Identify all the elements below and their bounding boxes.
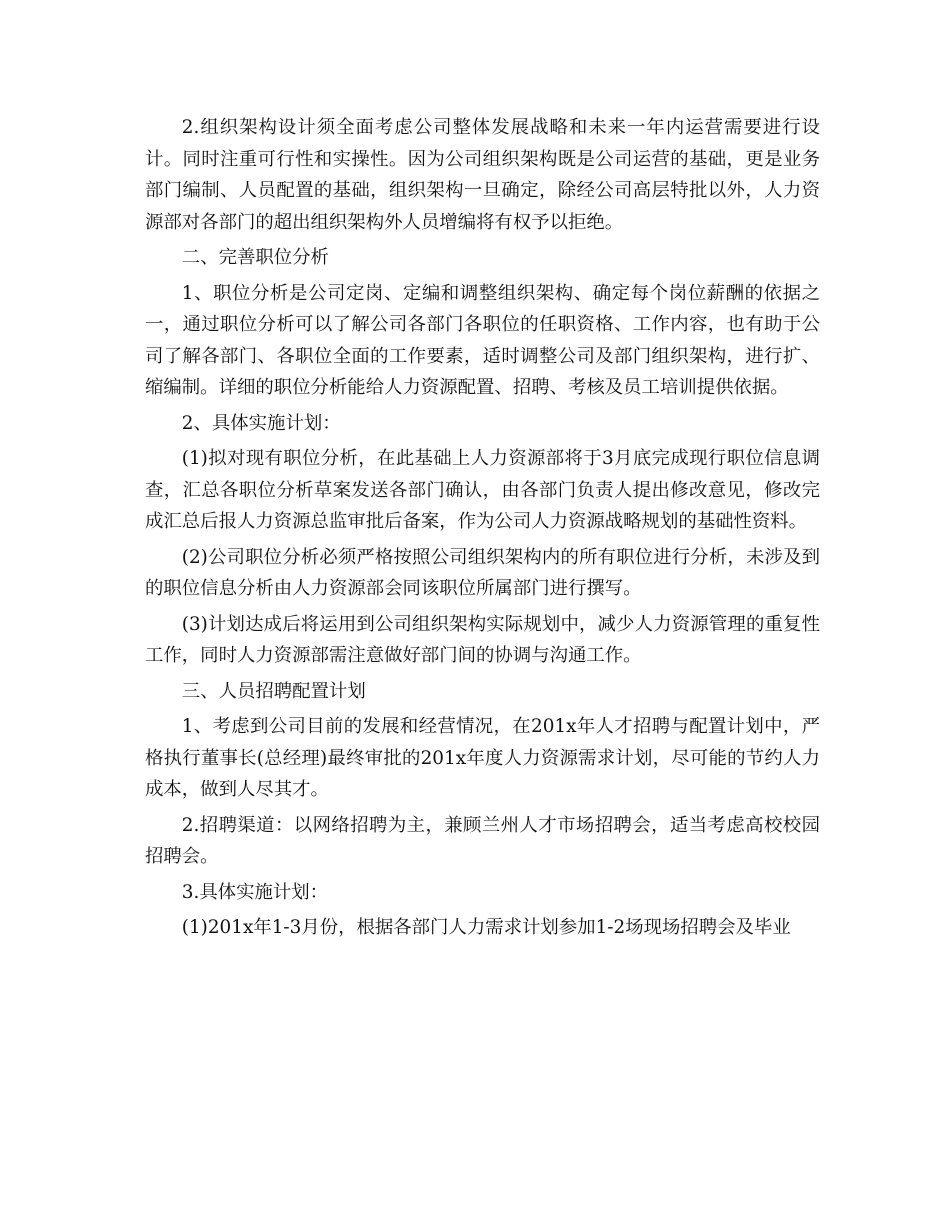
- paragraph-plan-item-1: (1)拟对现有职位分析，在此基础上人力资源部将于3月底完成现行职位信息调查，汇总各职位分析草案发送各部门确认，由各部门负责人提出修改意见，修改完成汇总后报人力资源总监审批后备案，作为公司人力资源战略规划的基础性资料。: [145, 448, 820, 532]
- subheading-recruitment-plan: 3.具体实施计划：: [181, 881, 329, 903]
- paragraph-recruitment-channels: 2.招聘渠道：以网络招聘为主，兼顾兰州人才市场招聘会，适当考虑高校校园招聘会。: [145, 814, 820, 867]
- paragraph-job-analysis-purpose: 1、职位分析是公司定岗、定编和调整组织架构、确定每个岗位薪酬的依据之一，通过职位分析可以了解公司各部门各职位的任职资格、工作内容，也有助于公司了解各部门、各职位全面的工作要素，适时调整公司及部门组织架构，进行扩、缩编制。详细的职位分析能给人力资源配置、招聘、考核及员工培训提供依据。: [145, 282, 820, 398]
- subheading-implementation-plan: 2、具体实施计划：: [181, 412, 341, 434]
- section-heading-job-analysis: 二、完善职位分析: [181, 247, 329, 268]
- paragraph-org-design: 2.组织架构设计须全面考虑公司整体发展战略和未来一年内运营需要进行设计。同时注重可行性和实操性。因为公司组织架构既是公司运营的基础，更是业务部门编制、人员配置的基础，组织架构一旦确定，除经公司高层特批以外，人力资源部对各部门的超出组织架构外人员增编将有权予以拒绝。: [145, 117, 820, 233]
- paragraph-plan-item-2: (2)公司职位分析必须严格按照公司组织架构内的所有职位进行分析，未涉及到的职位信息分析由人力资源部会同该职位所属部门进行撰写。: [145, 546, 820, 599]
- paragraph-plan-item-3: (3)计划达成后将运用到公司组织架构实际规划中，减少人力资源管理的重复性工作，同时人力资源部需注意做好部门间的协调与沟通工作。: [145, 613, 820, 666]
- paragraph-recruitment-consideration: 1、考虑到公司目前的发展和经营情况，在201x年人才招聘与配置计划中，严格执行董事长(总经理)最终审批的201x年度人力资源需求计划，尽可能的节约人力成本，做到人尽其才。: [145, 716, 820, 800]
- paragraph-recruitment-plan-item-1: (1)201x年1-3月份，根据各部门人力需求计划参加1-2场现场招聘会及毕业: [181, 917, 791, 938]
- section-heading-recruitment: 三、人员招聘配置计划: [181, 680, 366, 702]
